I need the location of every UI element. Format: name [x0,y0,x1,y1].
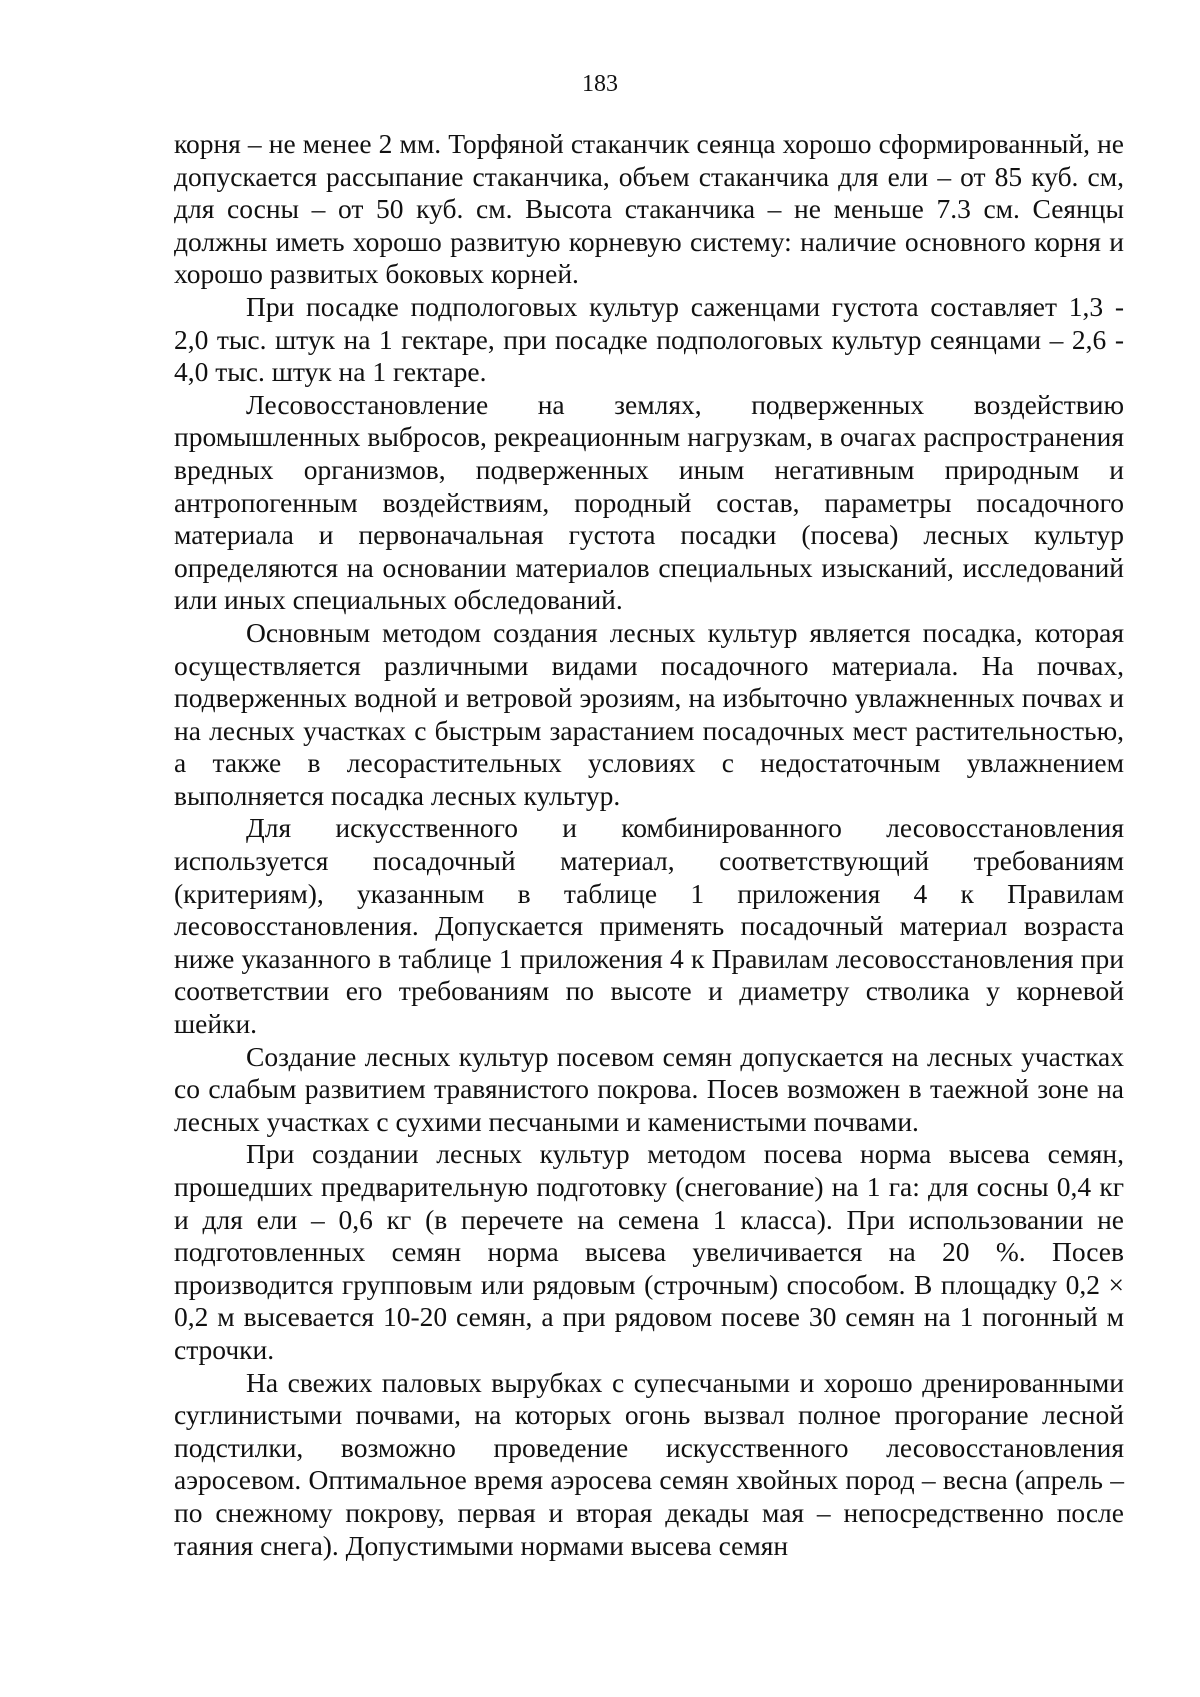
paragraph: При посадке подпологовых культур саженцами густота составляет 1,3 - 2,0 тыс. штук на 1 гектаре, при посадке подпологовых культур сеянцами – 2,6 - 4,0 тыс. штук на 1 гектаре. [174,290,1124,388]
page-number: 183 [582,71,618,97]
paragraph: Для искусственного и комбинированного лесовосстановления используется посадочный материал, соответствующий требованиям (критериям), указанным в таблице 1 приложения 4 к Правилам лесовосстановления. Допускается применять посадочный материал возраста ниже указанного в таблице 1 приложения 4 к Правилам лесовосстановления при соответствии его требованиям по высоте и диаметру стволика у корневой шейки. [174,812,1124,1040]
paragraph: корня – не менее 2 мм. Торфяной стаканчик сеянца хорошо сформированный, не допускается рассыпание стаканчика, объем стаканчика для ели – от 85 куб. см, для сосны – от 50 куб. см. Высота стаканчика – не меньше 7.3 см. Сеянцы должны иметь хорошо развитую корневую систему: наличие основного корня и хорошо развитых боковых корней. [174,128,1124,290]
paragraph: Создание лесных культур посевом семян допускается на лесных участках со слабым развитием травянистого покрова. Посев возможен в таежной зоне на лесных участках с сухими песчаными и каменистыми почвами. [174,1040,1124,1137]
document-body [174,128,1124,1562]
paragraph: На свежих паловых вырубках с супесчаными и хорошо дренированными суглинистыми почвами, на которых огонь вызвал полное прогорание лесной подстилки, возможно проведение искусственного лесовосстановления аэросевом. Оптимальное время аэросева семян хвойных пород – весна (апрель – по снежному покрову, первая и вторая декады мая – непосредственно после таяния снега). Допустимыми нормами высева семян [174,1366,1124,1561]
paragraph: При создании лесных культур методом посева норма высева семян, прошедших предварительную подготовку (снегование) на 1 га: для сосны 0,4 кг и для ели – 0,6 кг (в перечете на семена 1 класса). При использовании не подготовленных семян норма высева увеличивается на 20 %. Посев производится групповым или рядовым (строчным) способом. В площадку 0,2 × 0,2 м высевается 10-20 семян, а при рядовом посеве 30 семян на 1 погонный м строчки. [174,1138,1124,1365]
paragraph: Основным методом создания лесных культур является посадка, которая осуществляется различными видами посадочного материала. На почвах, подверженных водной и ветровой эрозиям, на избыточно увлажненных почвах и на лесных участках с быстрым зарастанием посадочных мест растительностью, а также в лесорастительных условиях с недостаточным увлажнением выполняется посадка лесных культур. [174,616,1124,811]
paragraph: Лесовосстановление на землях, подверженных воздействию промышленных выбросов, рекреационным нагрузкам, в очагах распространения вредных организмов, подверженных иным негативным природным и антропогенным воздействиям, породный состав, параметры посадочного материала и первоначальная густота посадки (посева) лесных культур определяются на основании материалов специальных изысканий, исследований или иных специальных обследований. [174,388,1124,616]
